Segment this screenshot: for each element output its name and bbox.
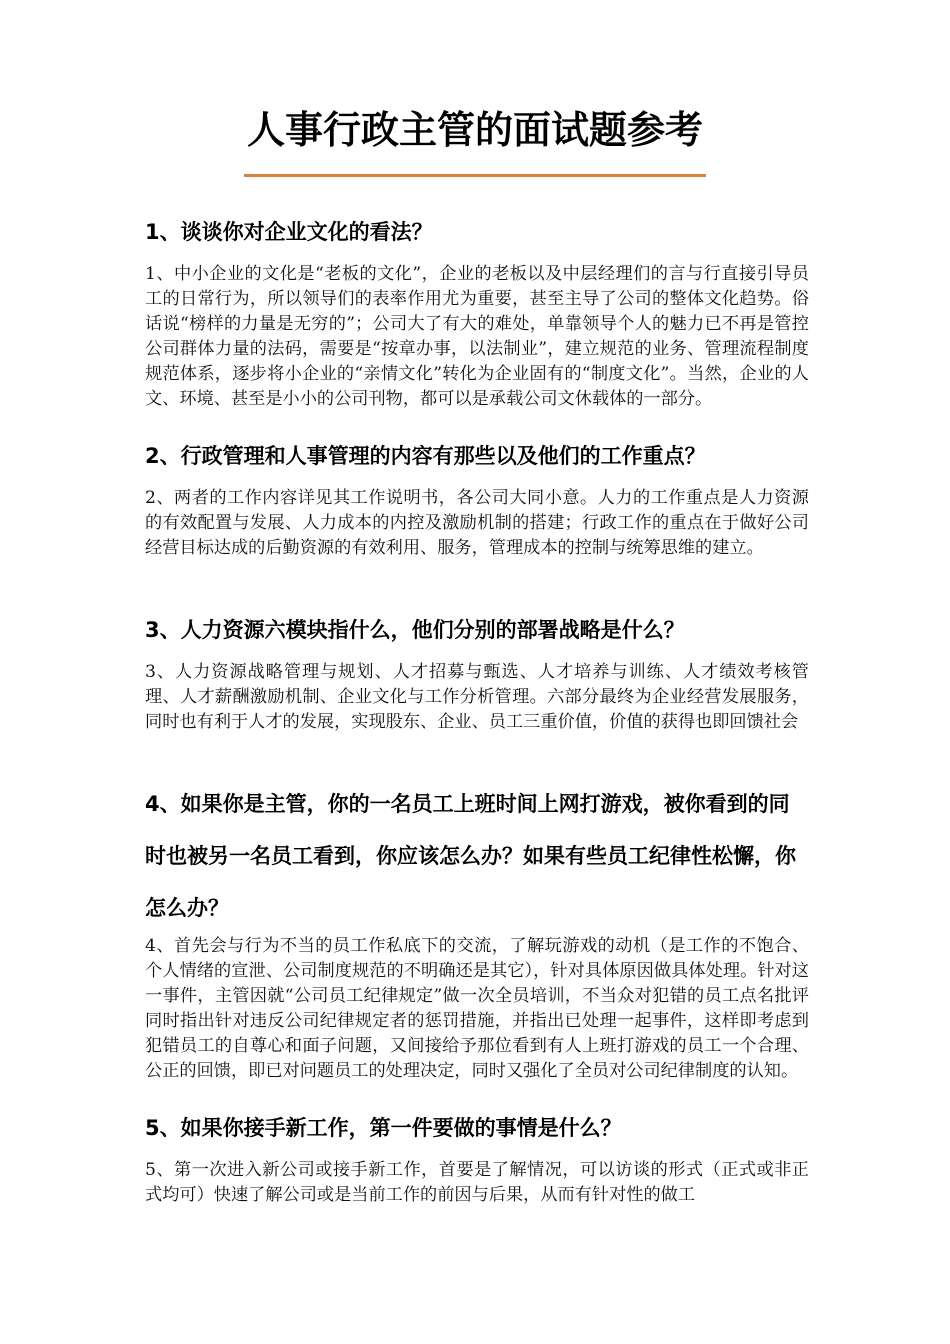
answer-paragraph-4: 4、首先会与行为不当的员工作私底下的交流，了解玩游戏的动机（是工作的不饱合、个人情绪的宣泄、公司制度规范的不明确还是其它），针对具体原因做具体处理。针对这一事件，主管因就“公司员工纪律规定”做一次全员培训，不当众对犯错的员工点名批评同时指出针对违反公司纪律规定者的惩罚措施，并指出已处理一起事件，这样即考虑到犯错员工的自尊心和面子问题，又间接给予那位看到有人上班打游戏的员工一个合理、公正的回馈，即已对问题员工的处理决定，同时又强化了全员对公司纪律制度的认知。 — [145, 936, 809, 1081]
document-title: 人事行政主管的面试题参考 — [246, 108, 703, 152]
question-heading-4: 4、如果你是主管，你的一名员工上班时间上网打游戏，被你看到的同时也被另一名员工看到，你应该怎么办？如果有些员工纪律性松懈，你怎么办？ — [145, 792, 796, 920]
answer-paragraph-1: 1、中小企业的文化是“老板的文化”，企业的老板以及中层经理们的言与行直接引导员工的日常行为，所以领导们的表率作用尤为重要，甚至主导了公司的整体文化趋势。俗话说“榜样的力量是无穷的”；公司大了有大的难处，单靠领导个人的魅力已不再是管控公司群体力量的法码，需要是“按章办事，以法制业”，建立规范的业务、管理流程制度规范体系，逐步将小企业的“亲情文化”转化为企业固有的“制度文化”。当然，企业的人文、环境、甚至是小小的公司刊物，都可以是承载公司文休载体的一部分。 — [145, 264, 809, 409]
question-heading-3: 3、人力资源六模块指什么，他们分别的部署战略是什么？ — [145, 618, 685, 642]
question-heading-1: 1、谈谈你对企业文化的看法？ — [145, 220, 433, 244]
answer-paragraph-2: 2、两者的工作内容详见其工作说明书，各公司大同小意。人力的工作重点是人力资源的有效配置与发展、人力成本的内控及激励机制的搭建；行政工作的重点在于做好公司经营目标达成的后勤资源的有效利用、服务，管理成本的控制与统筹思维的建立。 — [145, 488, 809, 558]
title-underline — [244, 174, 706, 177]
question-heading-5: 5、如果你接手新工作，第一件要做的事情是什么？ — [145, 1116, 622, 1140]
answer-paragraph-5: 5、第一次进入新公司或接手新工作，首要是了解情况，可以访谈的形式（正式或非正式均可）快速了解公司或是当前工作的前因与后果，从而有针对性的做工 — [145, 1160, 809, 1205]
question-heading-2: 2、行政管理和人事管理的内容有那些以及他们的工作重点？ — [145, 444, 706, 468]
answer-paragraph-3: 3、人力资源战略管理与规划、人才招募与甄选、人才培养与训练、人才绩效考核管理、人才薪酬激励机制、企业文化与工作分析管理。六部分最终为企业经营发展服务，同时也有利于人才的发展，实现股东、企业、员工三重价值，价值的获得也即回馈社会 — [145, 662, 809, 732]
